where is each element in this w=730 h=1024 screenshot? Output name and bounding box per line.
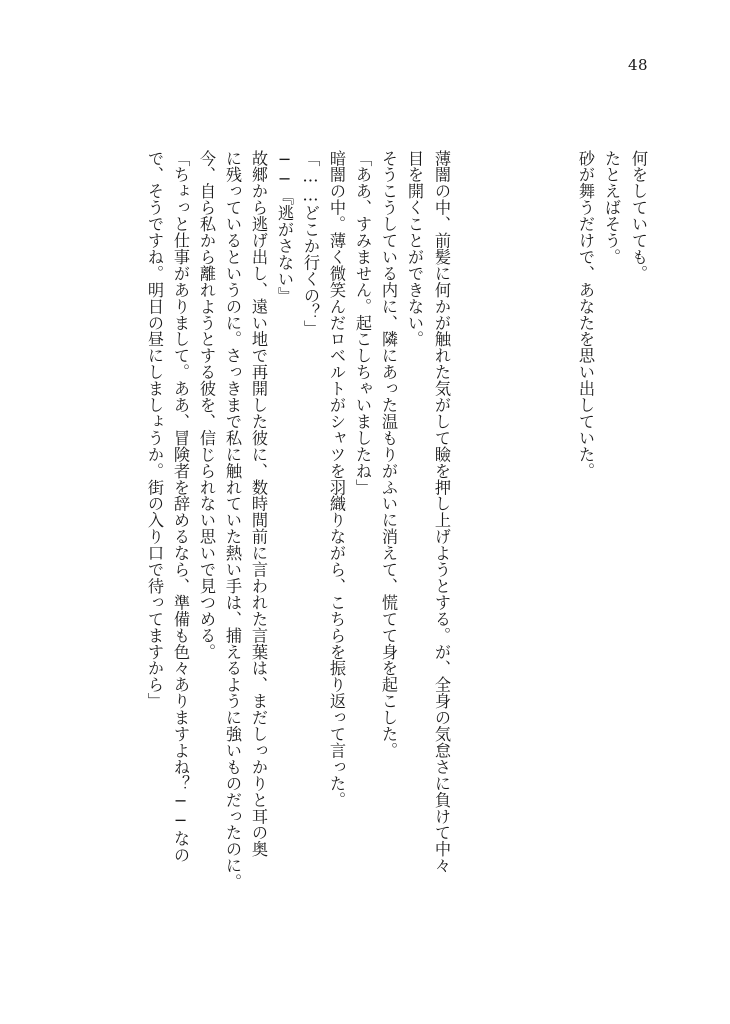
text-line: 故郷から逃げ出し、遠い地で再開した彼に、数時間前に言われた言葉は、まだしっかりと耳の奥 <box>249 150 268 858</box>
text-line: 「……どこか行くの？」 <box>301 150 320 337</box>
text-line: 何をしていても。 <box>629 150 648 282</box>
text-line: 目を開くことができない。 <box>405 150 424 348</box>
text-line: そうこうしている内に、隣にあった温もりがふいに消えて、慌てて身を起こした。 <box>379 150 398 759</box>
text-line: 「ああ、すみません。起こしちゃいましたね」 <box>353 150 372 496</box>
text-line: に残っているというのに。さっきまで私に触れていた熱い手は、捕えるように強いものだったのに。 <box>223 150 242 891</box>
page-number: 48 <box>628 56 649 74</box>
text-line: 「ちょっと仕事がありまして。ああ、冒険者を辞めるなら、準備も色々ありますよね？──なの <box>171 150 190 863</box>
text-line: ──『逃がさない』 <box>275 150 294 304</box>
text-line: 暗闇の中。薄く微笑んだロベルトがシャツを羽織りながら、こちらを振り返って言った。 <box>327 150 346 808</box>
text-line: 今、自ら私から離れようとする彼を、信じられない思いで見つめる。 <box>197 150 216 660</box>
text-line: 砂が舞うだけで、あなたを思い出していた。 <box>576 150 595 479</box>
text-line: たとえばそう。 <box>602 150 621 266</box>
text-line: で、そうですね。明日の昼にしましょうか。街の入り口で待ってますから」 <box>145 150 164 710</box>
text-line: 薄闇の中、前髪に何かが触れた気がして瞼を押し上げようとする。が、全身の気怠さに負けて中々 <box>432 150 451 874</box>
